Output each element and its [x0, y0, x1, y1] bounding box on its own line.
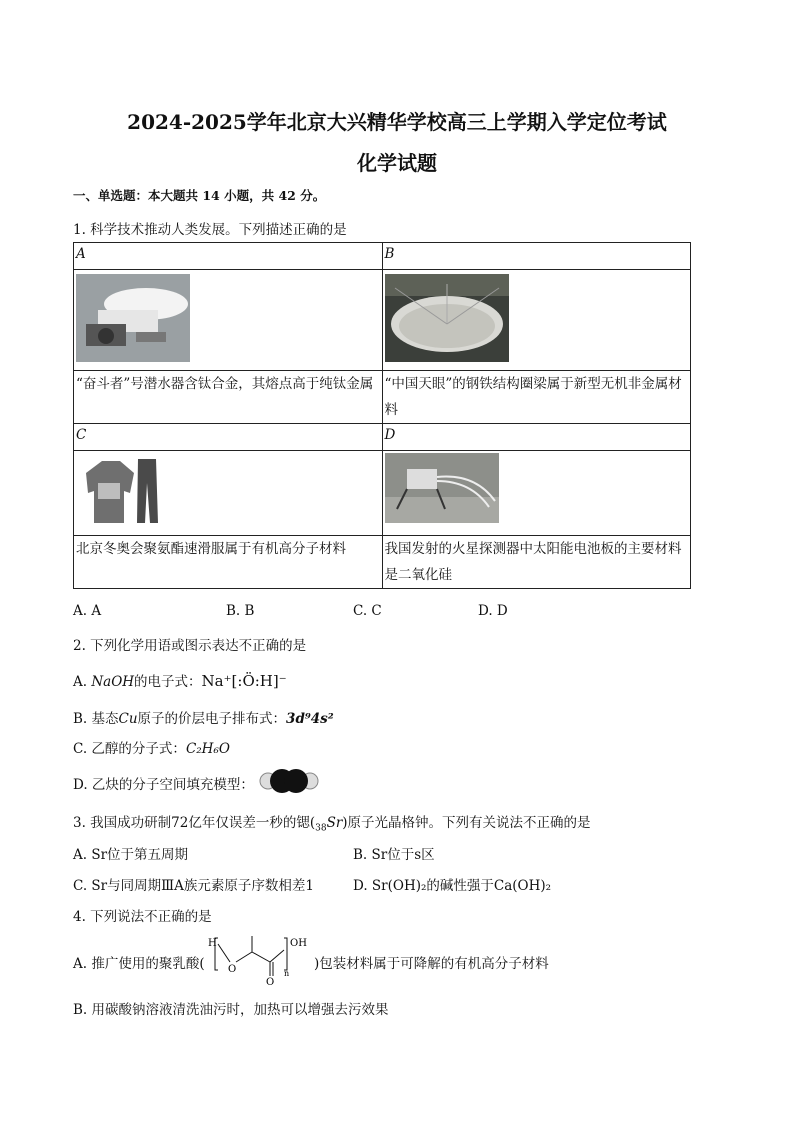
- ski-suit-photo: [76, 453, 162, 529]
- q3-stem-part-a: 3. 我国成功研制72亿年仅误差一秒的锶(: [73, 815, 316, 831]
- q2-b-element: Cu: [118, 711, 138, 727]
- q3-option-b: B. Sr位于s区: [353, 847, 435, 863]
- q1-option-d: D. D: [478, 603, 508, 619]
- svg-text:H: H: [208, 938, 217, 949]
- q1-option-b: B. B: [226, 603, 255, 619]
- q1-cell-text-b: “中国天眼”的钢铁结构圈梁属于新型无机非金属材料: [382, 371, 691, 424]
- q1-cell-text-c: 北京冬奥会聚氨酯速滑服属于有机高分子材料: [74, 536, 383, 589]
- q4-option-a-tail: )包装材料属于可降解的有机高分子材料: [314, 956, 549, 972]
- q4-option-a-lead: A. 推广使用的聚乳酸(: [73, 956, 205, 972]
- q2-b-config: 3d⁹4s²: [286, 711, 334, 727]
- mars-lander-photo: [385, 453, 499, 523]
- q3-option-d: D. Sr(OH)₂的碱性强于Ca(OH)₂: [353, 878, 552, 894]
- q1-cell-pic-c: [74, 451, 383, 536]
- q1-option-c: C. C: [353, 603, 382, 619]
- q1-cell-label-a: A: [74, 243, 383, 270]
- q2-c-text: C. 乙醇的分子式：: [73, 741, 186, 757]
- submersible-photo: [76, 274, 190, 362]
- svg-text:OH: OH: [290, 938, 307, 949]
- q2-b-text: 原子的价层电子排布式：: [137, 711, 287, 727]
- q2-b-prefix: B. 基态: [73, 711, 119, 727]
- acetylene-space-filling-model: [258, 768, 320, 794]
- q1-cell-label-d: D: [382, 424, 691, 451]
- q2-option-b: [73, 707, 334, 727]
- q2-option-c: [73, 737, 230, 757]
- fast-telescope-photo: [385, 274, 509, 362]
- polylactic-acid-structure: [200, 930, 314, 986]
- section-heading: 一、单选题：本大题共 14 小题，共 42 分。: [73, 188, 326, 203]
- svg-text:O: O: [228, 964, 237, 975]
- q2-a-formula: NaOH: [91, 674, 135, 690]
- q1-cell-text-a: “奋斗者”号潜水器含钛合金，其熔点高于纯钛金属: [74, 371, 383, 424]
- q2-option-a: [73, 670, 287, 690]
- page-subtitle: 化学试题: [357, 151, 437, 175]
- q1-cell-pic-a: [74, 270, 383, 371]
- q2-a-text: 的电子式：: [134, 674, 202, 690]
- q1-cell-label-c: C: [74, 424, 383, 451]
- q2-option-d: [73, 773, 254, 793]
- q3-option-a: A. Sr位于第五周期: [73, 847, 189, 863]
- q1-table: [73, 242, 691, 589]
- q2-a-structure: Na⁺[:Ö:H]⁻: [201, 672, 287, 690]
- q3-stem-part-b: )原子光晶格钟。下列有关说法不正确的是: [342, 815, 591, 831]
- q3-stem: [73, 811, 591, 834]
- q3-stem-sub: 38: [315, 823, 327, 834]
- q2-c-formula: C₂H₆O: [185, 741, 230, 757]
- page-title: 2024-2025学年北京大兴精华学校高三上学期入学定位考试: [127, 110, 667, 134]
- q2-a-prefix: A.: [73, 674, 92, 690]
- q4-option-b: B. 用碳酸钠溶液清洗油污时，加热可以增强去污效果: [73, 1002, 389, 1018]
- q1-stem: 1. 科学技术推动人类发展。下列描述正确的是: [73, 222, 347, 238]
- q3-option-c: C. Sr与同周期ⅢA族元素原子序数相差1: [73, 878, 314, 894]
- svg-text:n: n: [284, 969, 290, 978]
- q1-option-a: A. A: [73, 603, 102, 619]
- q1-cell-label-b: B: [382, 243, 691, 270]
- svg-text:O: O: [266, 977, 275, 986]
- q2-stem: 2. 下列化学用语或图示表达不正确的是: [73, 638, 307, 654]
- q3-stem-element: Sr: [326, 815, 343, 831]
- q1-cell-text-d: 我国发射的火星探测器中太阳能电池板的主要材料是二氧化硅: [382, 536, 691, 589]
- q1-cell-pic-b: [382, 270, 691, 371]
- q4-stem: 4. 下列说法不正确的是: [73, 909, 212, 925]
- q2-d-text: D. 乙炔的分子空间填充模型：: [73, 777, 254, 793]
- q1-cell-pic-d: [382, 451, 691, 536]
